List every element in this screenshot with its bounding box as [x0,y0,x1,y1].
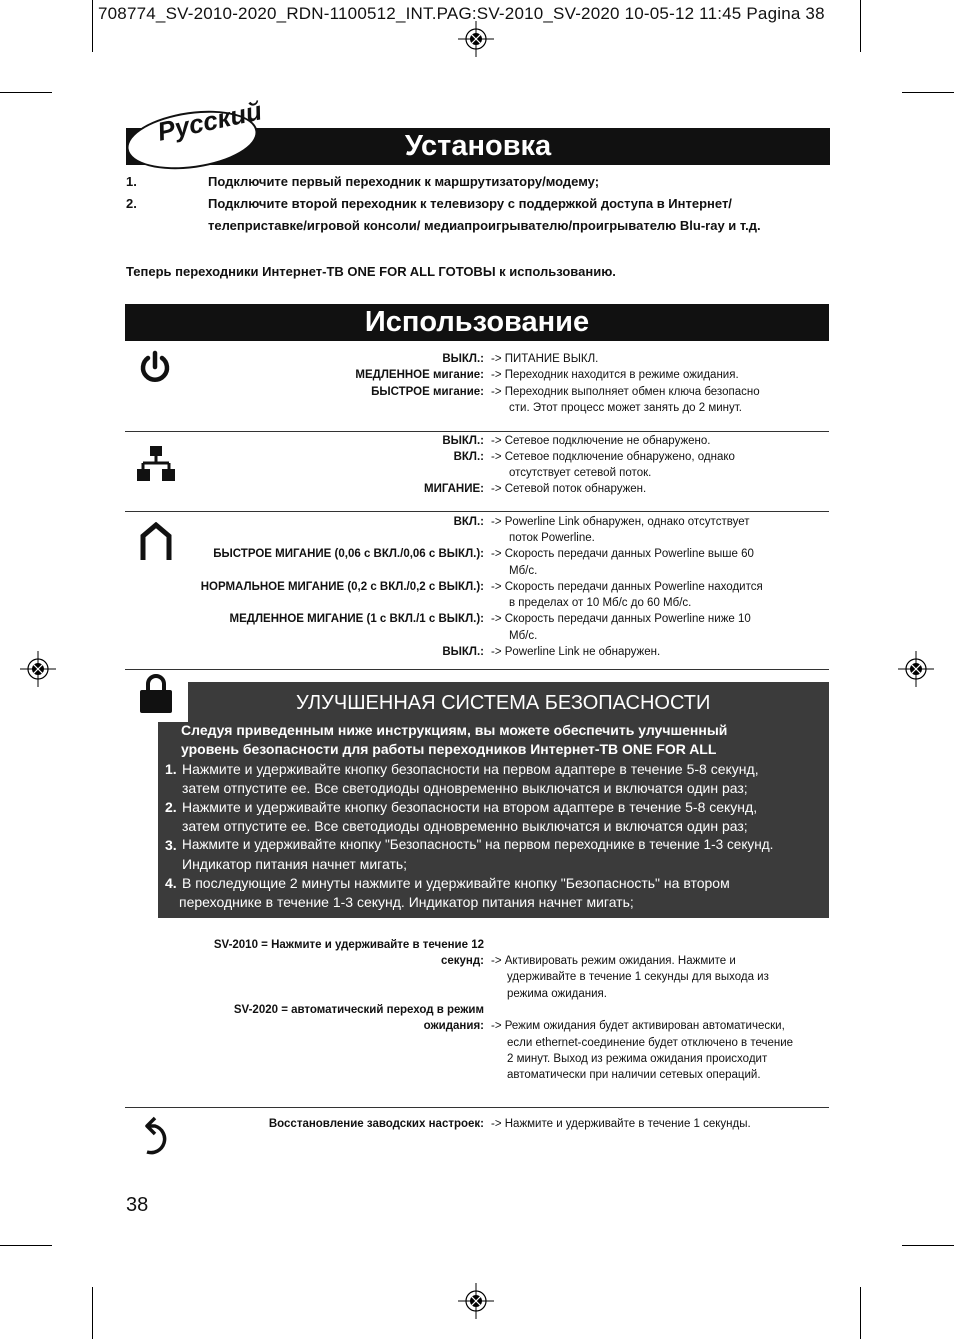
powerline-led-label: БЫСТРОЕ МИГАНИЕ (0,06 с ВКЛ./0,06 с ВЫКЛ.): [213,548,484,560]
section-divider [125,431,829,432]
install-title: Установка [404,130,552,162]
section-divider [125,1107,829,1108]
powerline-led-label: ВКЛ.: [453,516,484,528]
security-intro: Следуя приведенным ниже инструкциям, вы можете обеспечить улучшенный [181,722,728,738]
section-divider [125,511,829,512]
network-led-value: -> Сетевое подключение не обнаружено. [491,435,711,447]
language-tab-label: Русский [154,95,265,147]
security-step-number: 3. [165,837,177,853]
install-ready-text: Теперь переходники Интернет-ТВ ONE FOR ALL ГОТОВЫ к использованию. [126,264,616,279]
network-led-label: МИГАНИЕ: [423,483,484,495]
network-led-value: -> Сетевой поток обнаружен. [491,483,647,495]
house-icon [139,522,173,562]
usage-title-bar [125,304,829,341]
standby-sv2010-value-cont: удерживайте в течение 1 секунды для выхода из [507,971,769,983]
network-led-value: -> Сетевое подключение обнаружено, однако [491,451,735,463]
powerline-led-value: -> Скорость передачи данных Powerline выше 60 [491,548,754,560]
standby-sv2020-value-cont: если ethernet-соединение будет отключено в течение [507,1037,794,1049]
security-step-number: 2. [165,799,177,815]
security-step-text: переходнике в течение 1-3 секунд. Индикатор питания начнет мигать; [179,894,634,910]
powerline-led-label: НОРМАЛЬНОЕ МИГАНИЕ (0,2 с ВКЛ./0,2 с ВЫКЛ.): [200,581,484,593]
standby-sv2020-value: -> Режим ожидания будет активирован автоматически, [491,1020,785,1032]
registration-mark-icon [898,651,934,687]
security-step-number: 4. [165,875,177,891]
standby-sv2010-value-cont: режима ожидания. [507,988,607,1000]
print-header: 708774_SV-2010-2020_RDN-1100512_INT.PAG:SV-2010_SV-2020 10-05-12 11:45 Pagina 38 [98,4,825,23]
crop-mark [0,92,52,93]
security-step-text: затем отпустите ее. Все светодиоды одновременно выключатся и включатся один раз; [182,780,748,796]
power-led-value: -> Переходник выполняет обмен ключа безопасно [491,386,760,398]
install-step-text: Подключите второй переходник к телевизору с поддержкой доступа в Интернет/ [208,196,732,211]
standby-sv2020-label: ожидания: [423,1020,484,1032]
security-step-text: Нажмите и удерживайте кнопку безопасности на первом адаптере в течение 5-8 секунд, [182,761,759,777]
install-step-text: телеприставке/игровой консоли/ медиапроигрывателю/проигрывателю Blu-ray и т.д. [208,218,761,233]
security-step-number: 1. [165,761,177,777]
security-step-text: затем отпустите ее. Все светодиоды одновременно выключатся и включатся один раз; [182,818,748,834]
powerline-led-value-cont: поток Powerline. [509,532,595,544]
crop-mark [92,1287,93,1339]
standby-sv2020-value-cont: автоматически при наличии сетевых операций. [507,1069,761,1081]
install-step-number: 1. [126,174,137,189]
powerline-led-value: -> Powerline Link не обнаружен. [491,646,661,658]
section-divider [125,669,829,670]
power-led-label: МЕДЛЕННОЕ мигание: [355,369,484,381]
crop-mark [860,1287,861,1339]
crop-mark [902,92,954,93]
powerline-led-value-cont: Мб/с. [509,565,538,577]
power-led-value: -> Переходник находится в режиме ожидания. [491,369,739,381]
security-intro: уровень безопасности для работы переходников Интернет-ТВ ONE FOR ALL [181,741,717,757]
reset-value: -> Нажмите и удерживайте в течение 1 секунды. [491,1118,751,1130]
powerline-led-value: -> Скорость передачи данных Powerline ниже 10 [491,613,751,625]
security-step-text: В последующие 2 минуты нажмите и удерживайте кнопку "Безопасность" на втором [182,875,730,891]
network-led-label: ВЫКЛ.: [442,435,484,447]
network-led-label: ВКЛ.: [453,451,484,463]
security-title: УЛУЧШЕННАЯ СИСТЕМА БЕЗОПАСНОСТИ [296,692,711,714]
network-led-value-cont: отсутствует сетевой поток. [509,467,652,479]
security-step-text: Нажмите и удерживайте кнопку "Безопасность" на первом переходнике в течение 1-3 секунд. [182,837,774,852]
crop-mark [0,1245,52,1246]
powerline-led-value-cont: в пределах от 10 Мб/с до 60 Мб/с. [509,597,692,609]
lock-icon [139,674,173,714]
network-icon [137,446,175,482]
security-step-text: Нажмите и удерживайте кнопку безопасности на втором адаптере в течение 5-8 секунд, [182,799,758,815]
registration-mark-icon [458,21,494,57]
security-step-text: Индикатор питания начнет мигать; [182,856,408,872]
standby-sv2020-value-cont: 2 минут. Выход из режима ожидания происходит [507,1053,768,1065]
registration-mark-icon [458,1283,494,1319]
power-icon [138,350,172,384]
crop-mark [92,0,93,52]
power-led-label: ВЫКЛ.: [442,353,484,365]
standby-sv2010-label: SV-2010 = Нажмите и удерживайте в течение 12 [213,939,484,951]
reset-icon [141,1114,175,1162]
powerline-led-label: ВЫКЛ.: [442,646,484,658]
install-step-text: Подключите первый переходник к маршрутизатору/модему; [208,174,600,189]
usage-title: Использование [364,306,590,338]
powerline-led-value: -> Скорость передачи данных Powerline находится [491,581,763,593]
power-led-value: -> ПИТАНИЕ ВЫКЛ. [491,353,599,365]
powerline-led-value: -> Powerline Link обнаружен, однако отсутствует [491,516,750,528]
power-led-label: БЫСТРОЕ мигание: [371,386,484,398]
powerline-led-value-cont: Мб/с. [509,630,538,642]
power-led-value-cont: сти. Этот процесс может занять до 2 минут. [509,402,742,414]
powerline-led-label: МЕДЛЕННОЕ МИГАНИЕ (1 с ВКЛ./1 с ВЫКЛ.): [229,613,484,625]
registration-mark-icon [20,651,56,687]
crop-mark [860,0,861,52]
crop-mark [902,1245,954,1246]
page-number: 38 [126,1194,149,1216]
standby-sv2010-value: -> Активировать режим ожидания. Нажмите и [491,955,736,967]
standby-sv2020-label: SV-2020 = автоматический переход в режим [233,1004,484,1016]
install-step-number: 2. [126,196,137,211]
standby-sv2010-label: секунд: [440,955,484,967]
reset-label: Восстановление заводских настроек: [268,1118,484,1130]
